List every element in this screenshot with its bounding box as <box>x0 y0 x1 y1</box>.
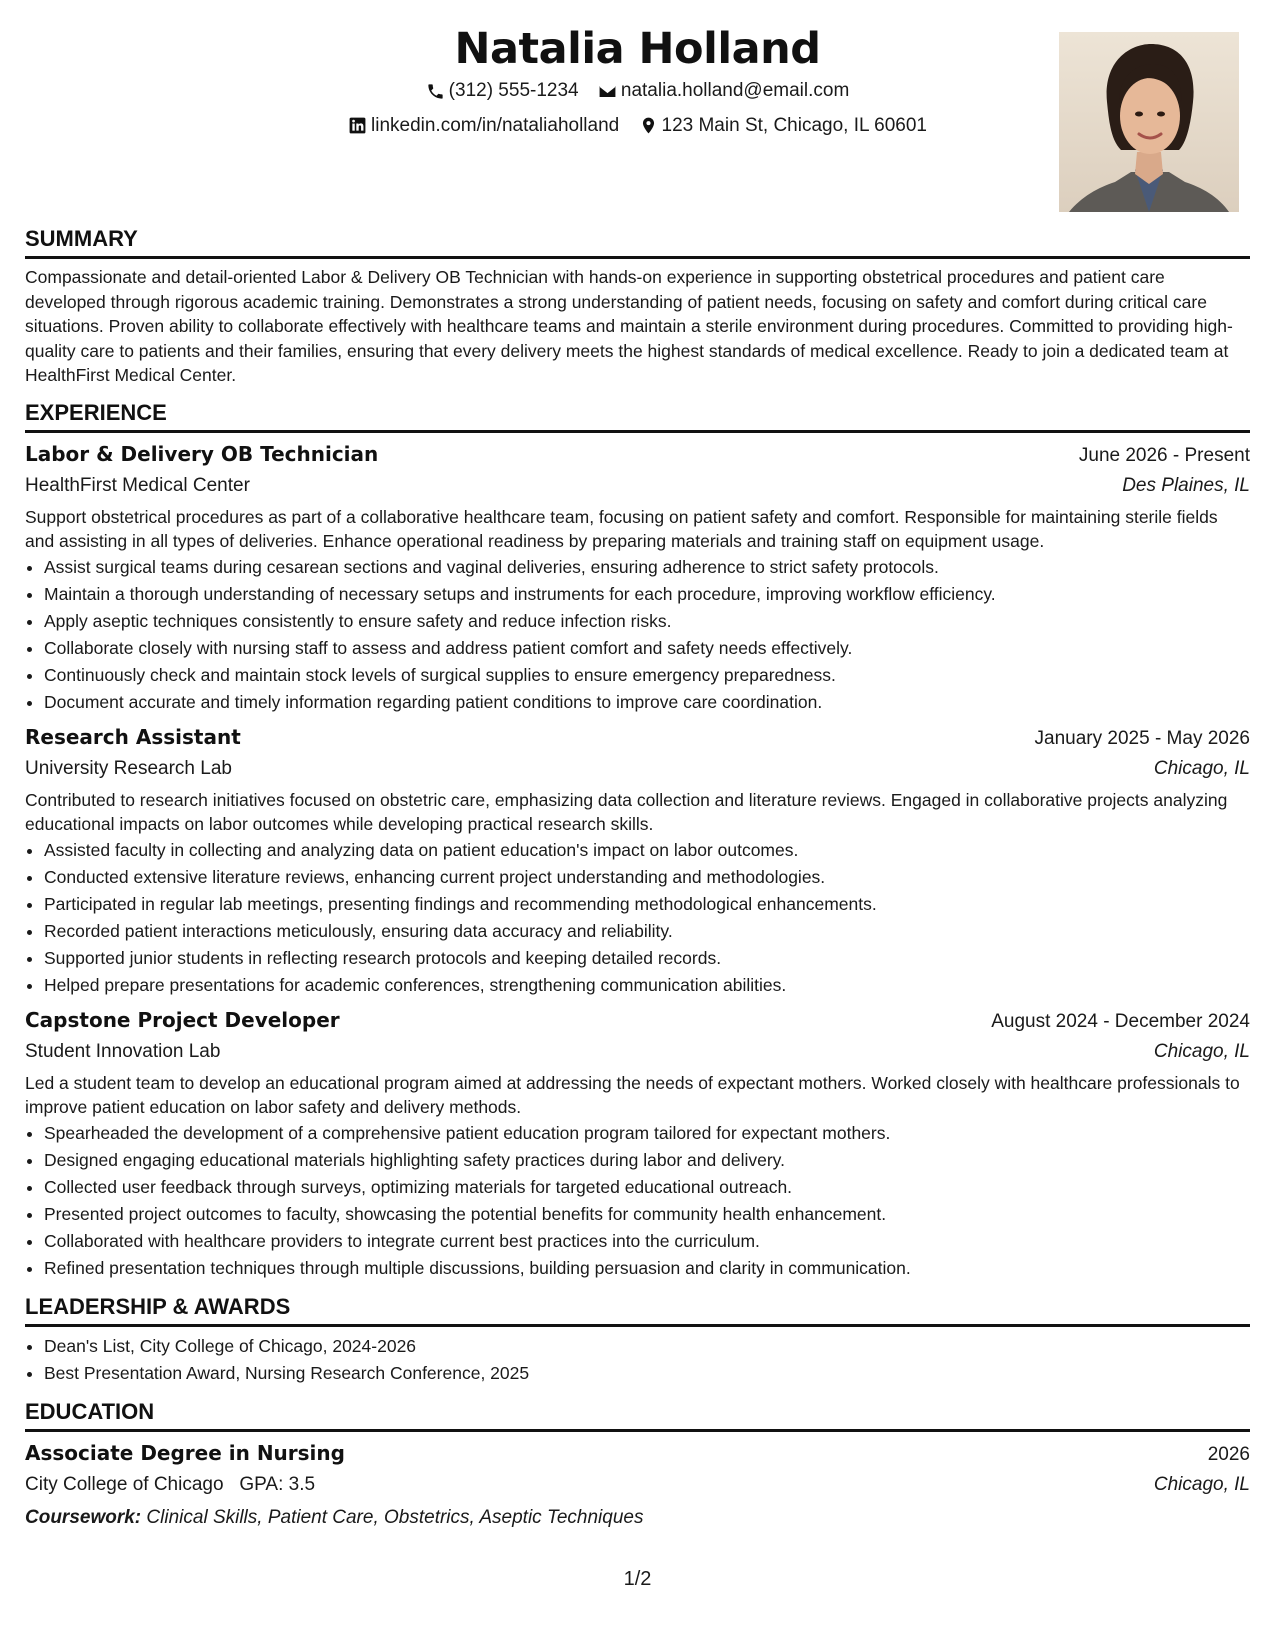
degree-name: Associate Degree in Nursing <box>25 1440 345 1465</box>
education-heading: EDUCATION <box>25 1397 1250 1432</box>
experience-section <box>25 398 1250 1282</box>
job-entry <box>25 1005 1250 1282</box>
list-item: • Supported junior students in reflecting research protocols and keeping detailed records. <box>44 945 1250 972</box>
gpa: GPA: 3.5 <box>239 1473 316 1495</box>
school-line <box>25 1470 1250 1500</box>
list-item: • Designed engaging educational materials highlighting safety practices during labor and delivery. <box>44 1147 1250 1174</box>
summary-section <box>25 224 1250 388</box>
phone-contact <box>426 76 579 106</box>
map-pin-icon <box>639 116 658 135</box>
job-dates: June 2026 - Present <box>1078 444 1250 466</box>
list-item: • Maintain a thorough understanding of necessary setups and instruments for each procedure, improving workflow efficiency. <box>44 581 1250 608</box>
job-organization: Student Innovation Lab <box>25 1040 221 1062</box>
graduation-year: 2026 <box>1207 1443 1250 1465</box>
education-section <box>25 1397 1250 1532</box>
profile-photo-image <box>1059 32 1239 212</box>
job-subheader <box>25 471 1250 501</box>
phone-text: (312) 555-1234 <box>448 80 579 101</box>
list-item: • Best Presentation Award, Nursing Research Conference, 2025 <box>44 1360 1250 1387</box>
address-text: 123 Main St, Chicago, IL 60601 <box>661 114 927 136</box>
summary-text: Compassionate and detail-oriented Labor & Delivery OB Technician with hands-on experience in supporting obstetrical procedures and patient care developed through rigorous academic training. Demonstrates a strong understanding of patient needs, focusing on safety and comfort during critical care situations. Proven ability to collaborate effectively with healthcare teams and maintain a sterile environment during procedures. Committed to providing high-quality care to patients and their families, ensuring that every delivery meets the highest standards of medical excellence. Ready to join a dedicated team at HealthFirst Medical Center. <box>25 267 1233 385</box>
phone-icon <box>426 82 445 101</box>
job-title: Labor & Delivery OB Technician <box>25 441 379 466</box>
job-bullets <box>25 837 1250 999</box>
job-description: Led a student team to develop an educational program aimed at addressing the needs of expectant mothers. Worked closely with healthcare professionals to improve patient education on labor safety and delivery methods. <box>25 1072 1240 1117</box>
job-entry <box>25 722 1250 999</box>
linkedin-icon <box>348 116 367 135</box>
list-item: • Document accurate and timely information regarding patient conditions to improve care coordination. <box>44 689 1250 716</box>
linkedin-text[interactable]: linkedin.com/in/nataliaholland <box>371 114 620 136</box>
list-item: • Collected user feedback through surveys, optimizing materials for targeted educational outreach. <box>44 1174 1250 1201</box>
linkedin-contact[interactable] <box>348 111 619 141</box>
job-dates: January 2025 - May 2026 <box>1034 727 1250 749</box>
degree-header <box>25 1438 1250 1470</box>
list-item: • Collaborate closely with nursing staff to assess and address patient comfort and safety needs effectively. <box>44 635 1250 662</box>
job-description: Support obstetrical procedures as part of a collaborative healthcare team, focusing on patient safety and comfort. Responsible for maintaining sterile fields and assisting in all types of deliveries. Enhance operational readiness by preparing materials and training staff on equipment usage. <box>25 506 1218 551</box>
job-bullets <box>25 1120 1250 1282</box>
list-item: • Assisted faculty in collecting and analyzing data on patient education's impact on labor outcomes. <box>44 837 1250 864</box>
job-organization: HealthFirst Medical Center <box>25 474 250 496</box>
experience-heading: EXPERIENCE <box>25 398 1250 433</box>
list-item: • Spearheaded the development of a comprehensive patient education program tailored for expectant mothers. <box>44 1120 1250 1147</box>
address-contact <box>639 111 927 141</box>
job-header <box>25 439 1250 471</box>
school-name: City College of Chicago <box>25 1473 224 1495</box>
job-location: Chicago, IL <box>1153 757 1250 779</box>
list-item: • Assist surgical teams during cesarean sections and vaginal deliveries, ensuring adherence to strict safety protocols. <box>44 554 1250 581</box>
candidate-name: Natalia Holland <box>454 24 821 74</box>
list-item: • Collaborated with healthcare providers to integrate current best practices into the curriculum. <box>44 1228 1250 1255</box>
coursework-label: Coursework: <box>25 1506 142 1528</box>
job-dates: August 2024 - December 2024 <box>991 1010 1250 1032</box>
job-bullets <box>25 554 1250 716</box>
job-entry <box>25 439 1250 716</box>
job-title: Capstone Project Developer <box>25 1007 340 1032</box>
list-item: • Recorded patient interactions meticulously, ensuring data accuracy and reliability. <box>44 918 1250 945</box>
leadership-heading: LEADERSHIP & AWARDS <box>25 1292 1250 1327</box>
job-description: Contributed to research initiatives focused on obstetric care, emphasizing data collection and literature reviews. Engaged in collaborative projects analyzing educational impacts on labor outcomes while developing practical research skills. <box>25 789 1228 834</box>
list-item: • Presented project outcomes to faculty, showcasing the potential benefits for community health enhancement. <box>44 1201 1250 1228</box>
list-item: • Refined presentation techniques through multiple discussions, building persuasion and clarity in communication. <box>44 1255 1250 1282</box>
summary-heading: SUMMARY <box>25 224 1250 259</box>
job-header <box>25 1005 1250 1037</box>
awards-list <box>25 1333 1250 1387</box>
job-title: Research Assistant <box>25 724 241 749</box>
email-contact[interactable] <box>598 76 849 106</box>
job-location: Chicago, IL <box>1153 1040 1250 1062</box>
email-text[interactable]: natalia.holland@email.com <box>620 80 850 101</box>
job-organization: University Research Lab <box>25 757 232 779</box>
list-item: • Apply aseptic techniques consistently to ensure safety and reduce infection risks. <box>44 608 1250 635</box>
list-item: • Helped prepare presentations for academic conferences, strengthening communication abilities. <box>44 972 1250 999</box>
job-subheader <box>25 754 1250 784</box>
list-item: • Participated in regular lab meetings, presenting findings and recommending methodological enhancements. <box>44 891 1250 918</box>
job-subheader <box>25 1037 1250 1067</box>
coursework-text: Clinical Skills, Patient Care, Obstetrics, Aseptic Techniques <box>146 1506 644 1528</box>
profile-photo <box>1059 32 1239 212</box>
school-location: Chicago, IL <box>1153 1473 1250 1495</box>
list-item: • Continuously check and maintain stock levels of surgical supplies to ensure emergency preparedness. <box>44 662 1250 689</box>
resume-body <box>25 224 1250 1542</box>
envelope-icon <box>598 82 617 101</box>
page-number: 1/2 <box>623 1568 652 1590</box>
job-location: Des Plaines, IL <box>1122 474 1250 496</box>
school-info <box>25 1470 315 1500</box>
list-item: • Dean's List, City College of Chicago, 2024-2026 <box>44 1333 1250 1360</box>
coursework-line <box>25 1504 1250 1532</box>
leadership-section <box>25 1292 1250 1387</box>
list-item: • Conducted extensive literature reviews, enhancing current project understanding and methodologies. <box>44 864 1250 891</box>
job-header <box>25 722 1250 754</box>
